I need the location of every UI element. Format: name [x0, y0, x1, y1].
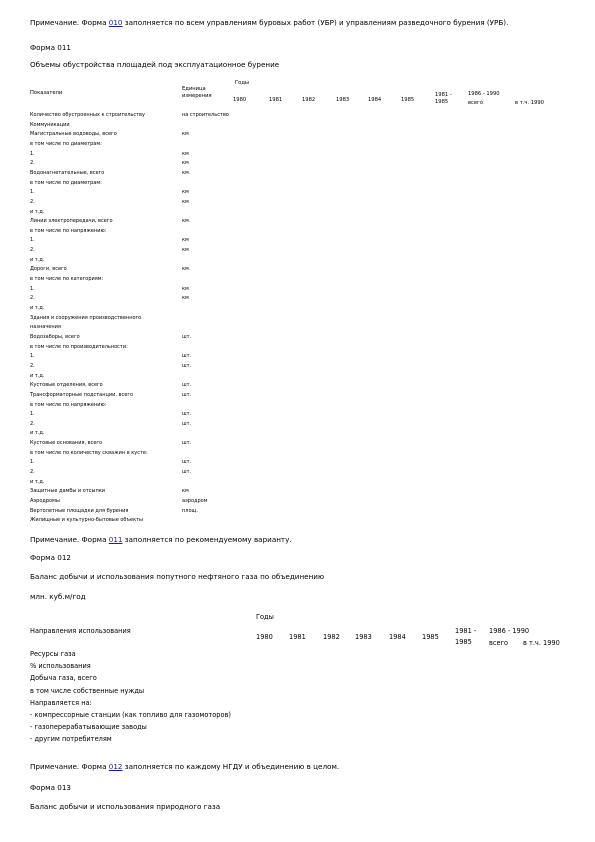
- year-012-1985: 1985: [422, 633, 439, 641]
- form-011-row-name: Коммуникации: [30, 121, 70, 128]
- period-a-012-2: 1985: [455, 638, 472, 646]
- form-011-row-name: 1.: [30, 411, 35, 418]
- form-012-row: - компрессорные станции (как топливо для газомоторов): [30, 711, 231, 719]
- form-011-row-name: Дороги, всего: [30, 266, 67, 273]
- form-011-row-name: Кустовые отделения, всего: [30, 382, 103, 389]
- form-011-row-name: 2.: [30, 362, 35, 369]
- form-011-row-unit: шт.: [182, 382, 192, 389]
- year-1982: 1982: [302, 97, 316, 103]
- year-012-1983: 1983: [355, 633, 372, 641]
- form-011-row-name: в том числе по диаметрам:: [30, 179, 102, 186]
- form-012-row: - другим потребителям: [30, 735, 112, 744]
- form-011-row-name: в том числе по категориям:: [30, 276, 104, 283]
- form-011-row-name: 2.: [30, 160, 35, 167]
- form-012-row: Направляется на:: [30, 698, 92, 707]
- period-b-total: всего: [468, 100, 484, 106]
- form-011-row-name: 1.: [30, 353, 35, 360]
- form-011-row-name: 1.: [30, 459, 35, 466]
- form-011-row-name: 2.: [30, 295, 35, 302]
- form-011-row-name: назначения: [30, 324, 61, 331]
- link-form-011[interactable]: 011: [108, 535, 123, 544]
- year-012-1981: 1981: [289, 633, 306, 641]
- period-b-incl: в т.ч. 1990: [515, 100, 544, 106]
- form-011-row-unit: км: [182, 198, 189, 205]
- form-011-row-name: и т.д.: [30, 478, 45, 485]
- form-012-units: млн. куб.м/год: [30, 592, 86, 601]
- year-1980: 1980: [233, 97, 247, 103]
- form-011-row-unit: шт.: [182, 362, 192, 369]
- period-b-012-incl: в т.ч. 1990: [523, 639, 560, 647]
- form-011-row-unit: км: [182, 237, 189, 244]
- form-011-row-unit: площ.: [182, 507, 198, 514]
- col-unit-1: Единица: [182, 86, 206, 92]
- form-011-row-name: 1.: [30, 189, 35, 196]
- form-011-row-name: и т.д.: [30, 208, 45, 215]
- years-label: Годы: [235, 80, 250, 86]
- form-011-row-name: Линии электропередачи, всего: [30, 218, 113, 225]
- year-1984: 1984: [368, 97, 382, 103]
- year-012-1980: 1980: [256, 633, 273, 641]
- form-011-row-unit: км: [182, 189, 189, 196]
- col-direction: Направления использования: [30, 627, 131, 635]
- form-011-row-name: 2.: [30, 247, 35, 254]
- form-011-row-name: Водонагнетательные, всего: [30, 169, 105, 176]
- form-011-label: Форма 011: [30, 43, 71, 52]
- form-011-row-unit: км: [182, 160, 189, 167]
- form-011-row-name: Защитные дамбы и отсыпки: [30, 488, 105, 495]
- form-011-row-unit: км: [182, 266, 189, 273]
- form-011-row-name: в том числе по количеству скважин в кусте:: [30, 449, 148, 456]
- form-011-row-unit: км: [182, 150, 189, 157]
- form-011-row-name: 1.: [30, 150, 35, 157]
- year-012-1984: 1984: [389, 633, 406, 641]
- col-indicator: Показатели: [30, 90, 63, 96]
- form-011-row-unit: шт.: [182, 391, 192, 398]
- form-012-row: Добыча газа, всего: [30, 674, 97, 683]
- note-form-011: Примечание. Форма 011 заполняется по рекомендуемому варианту.: [30, 535, 292, 544]
- form-012-label: Форма 012: [30, 553, 71, 562]
- form-011-row-unit: км: [182, 247, 189, 254]
- form-011-row-unit: шт.: [182, 333, 192, 340]
- col-unit-2: измерения: [182, 93, 212, 99]
- form-011-row-name: Здания и сооружения производственного: [30, 314, 142, 321]
- form-011-row-unit: км: [182, 488, 189, 495]
- form-011-row-name: 2.: [30, 469, 35, 476]
- form-011-row-name: и т.д.: [30, 256, 45, 263]
- form-011-row-name: 2.: [30, 198, 35, 205]
- period-a-012-1: 1981 -: [455, 627, 477, 635]
- form-011-row-unit: км: [182, 131, 189, 138]
- form-011-row-unit: на строительство: [182, 112, 229, 118]
- form-011-row-name: в том числе по диаметрам:: [30, 140, 102, 147]
- link-form-012[interactable]: 012: [108, 762, 123, 771]
- form-011-row-unit: км: [182, 295, 189, 302]
- form-011-row-unit: км: [182, 218, 189, 225]
- form-011-row-unit: шт.: [182, 353, 192, 360]
- form-011-row-name: и т.д.: [30, 305, 45, 311]
- note-form-010: Примечание. Форма 010 заполняется по всем управлениям буровых работ (УБР) и управлениям разведочного бурения (УРБ).: [30, 18, 509, 27]
- period-b-012-total: всего: [489, 639, 509, 647]
- form-011-row-unit: км: [182, 285, 189, 292]
- years-label-012: Годы: [256, 613, 274, 621]
- form-011-row-name: 2.: [30, 420, 35, 427]
- form-011-row-unit: шт.: [182, 420, 192, 427]
- year-012-1982: 1982: [323, 633, 340, 641]
- form-011-row-name: и т.д.: [30, 430, 45, 437]
- form-011-row-name: в том числе по производительности:: [30, 343, 128, 350]
- year-1981: 1981: [269, 97, 283, 103]
- form-012-row: % использования: [30, 662, 91, 671]
- form-012-row: в том числе собственные нужды: [30, 686, 145, 695]
- form-011-row-name: Трансформаторные подстанции, всего: [30, 391, 134, 398]
- period-b: 1986 - 1990: [468, 91, 500, 97]
- form-012-row: Ресурсы газа: [30, 650, 76, 658]
- form-011-row-unit: шт.: [182, 440, 192, 447]
- form-013-title: Баланс добычи и использования природного газа: [30, 802, 221, 811]
- form-012-title: Баланс добычи и использования попутного нефтяного газа по объединению: [30, 572, 324, 581]
- year-1983: 1983: [336, 97, 350, 103]
- note-form-012: Примечание. Форма 012 заполняется по каждому НГДУ и объединению в целом.: [30, 762, 340, 771]
- form-011-row-name: 1.: [30, 285, 35, 292]
- form-011-row-name: Количество обустроенных к строительству: [30, 112, 145, 118]
- form-011-row-name: Водозаборы, всего: [30, 333, 80, 340]
- form-011-row-name: Аэродромы: [30, 498, 60, 504]
- form-011-row-unit: км: [182, 169, 189, 176]
- form-011-row-unit: шт.: [182, 411, 192, 418]
- form-011-row-name: Кустовые основания, всего: [30, 440, 103, 447]
- form-011-row-unit: шт.: [182, 469, 192, 476]
- form-011-row-unit: аэродром: [182, 498, 208, 504]
- period-a-1: 1981 -: [435, 92, 452, 98]
- link-form-010[interactable]: 010: [108, 18, 123, 27]
- form-012-row: - газоперерабатывающие заводы: [30, 723, 147, 732]
- year-1985: 1985: [401, 97, 415, 103]
- form-011-row-name: в том числе по напряжению:: [30, 401, 107, 408]
- form-011-row-name: Жилищные и культурно-бытовые объекты: [30, 517, 144, 524]
- form-011-title: Объемы обустройства площадей под эксплуатационное бурение: [30, 60, 280, 69]
- form-011-row-name: и т.д.: [30, 372, 45, 379]
- form-011-row-name: Вертолетные площадки для бурения: [30, 507, 129, 514]
- period-b-012: 1986 - 1990: [489, 627, 530, 635]
- form-011-row-name: 1.: [30, 237, 35, 244]
- form-011-row-unit: шт.: [182, 459, 192, 466]
- period-a-2: 1985: [435, 99, 449, 105]
- form-013-label: Форма 013: [30, 783, 71, 792]
- form-011-row-name: в том числе по напряжению:: [30, 227, 107, 234]
- form-011-row-name: Магистральные водоводы, всего: [30, 131, 117, 138]
